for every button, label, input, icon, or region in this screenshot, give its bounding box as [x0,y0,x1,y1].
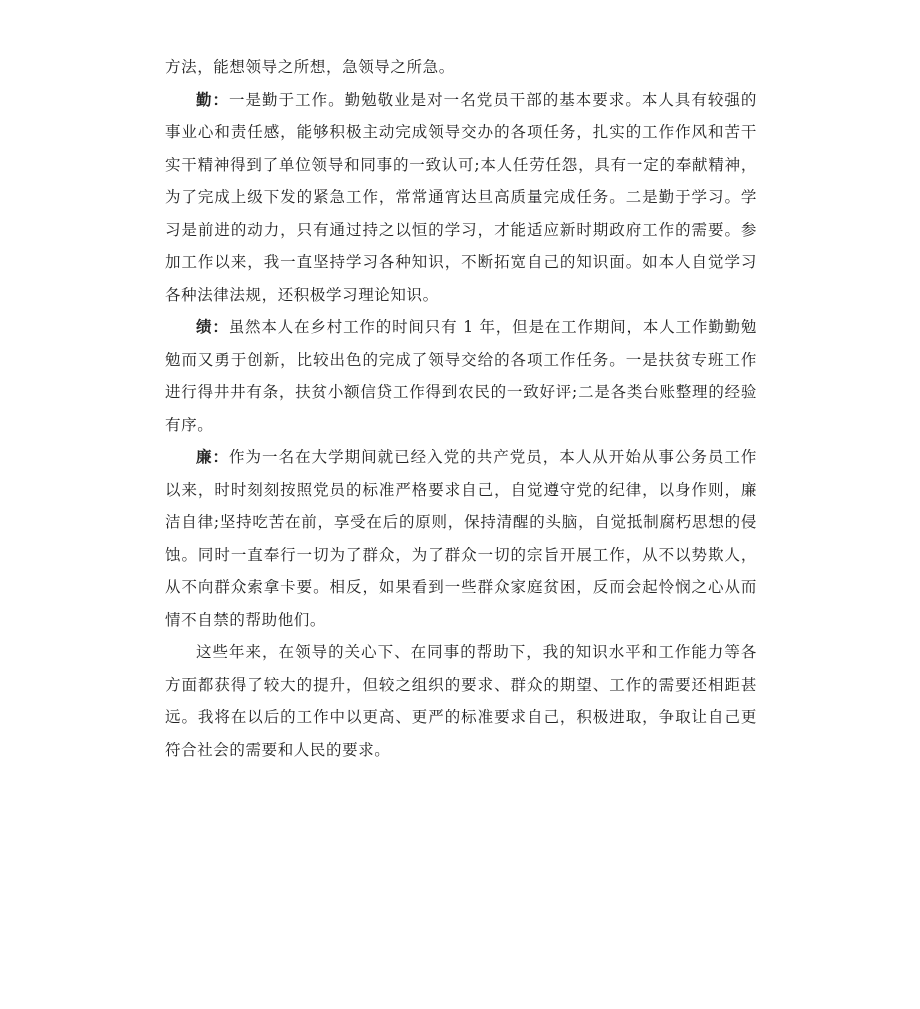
paragraph-lead-achievement: 绩： [196,317,229,336]
paragraph-integrity [165,441,757,636]
paragraph-lead-diligence: 勤： [196,89,230,109]
paragraph-text-diligence: 一是勤于工作。勤勉敬业是对一名党员干部的基本要求。本人具有较强的事业心和责任感，能够积极主动完成领导交办的各项任务，扎实的工作作风和苦干实干精神得到了单位领导和同事的一致认可;本人任劳任怨，具有一定的奉献精神，为了完成上级下发的紧急工作，常常通宵达旦高质量完成任务。二是勤于学习。学习是前进的动力，只有通过持之以恒的学习，才能适应新时期政府工作的需要。参加工作以来，我一直坚持学习各种知识，不断拓宽自己的知识面。如本人自觉学习各种法律法规，还积极学习理论知识。 [165,90,758,304]
document-page [165,51,757,766]
continuation-paragraph: 方法，能想领导之所想，急领导之所急。 [165,58,455,76]
paragraph-diligence [165,84,757,312]
closing-paragraph: 这些年来，在领导的关心下、在同事的帮助下，我的知识水平和工作能力等各方面都获得了较大的提升，但较之组织的要求、群众的期望、工作的需要还相距甚远。我将在以后的工作中以更高、更严的标准要求自己，积极进取，争取让自己更符合社会的需要和人民的要求。 [165,643,757,759]
paragraph-achievement [165,311,757,441]
paragraph-lead-integrity: 廉： [196,447,230,466]
paragraph-text-integrity: 作为一名在大学期间就已经入党的共产党员，本人从开始从事公务员工作以来，时时刻刻按照党员的标准严格要求自己，自觉遵守党的纪律，以身作则，廉洁自律;坚持吃苦在前，享受在后的原则，保持清醒的头脑，自觉抵制腐朽思想的侵蚀。同时一直奉行一切为了群众，为了群众一切的宗旨开展工作，从不以势欺人，从不向群众索拿卡要。相反，如果看到一些群众家庭贫困，反而会起怜悯之心从而情不自禁的帮助他们。 [165,448,758,629]
paragraph-text-achievement: 虽然本人在乡村工作的时间只有 1 年，但是在工作期间，本人工作勤勤勉勉而又勇于创新，比较出色的完成了领导交给的各项工作任务。一是扶贫专班工作进行得井井有条，扶贫小额信贷工作得到农民的一致好评;二是各类台账整理的经验有序。 [165,318,757,434]
